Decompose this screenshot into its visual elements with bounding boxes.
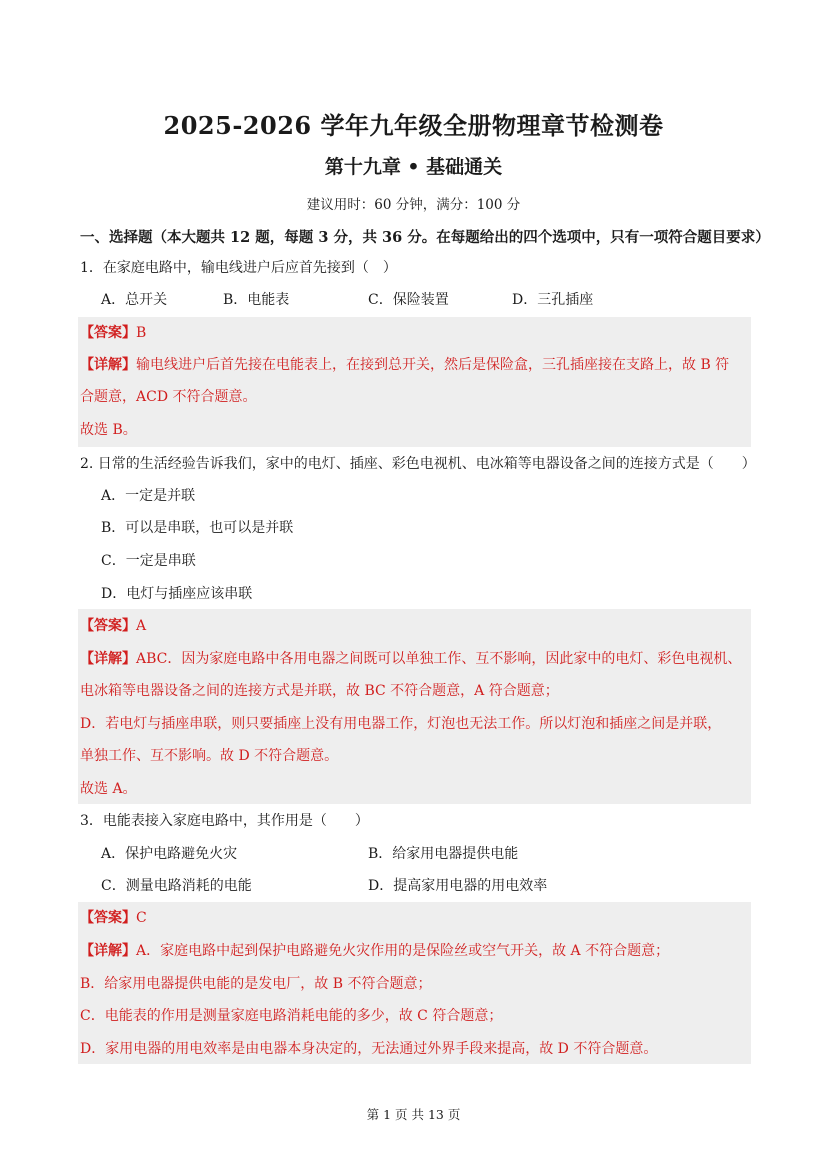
q3-answer-box [78,902,751,1064]
q2-detail-line-4: 单独工作、互不影响。故 D 不符合题意。 [80,748,339,764]
q1-option-c: C．保险装置 [368,292,449,308]
q1-option-d: D．三孔插座 [512,292,594,308]
q3-detail-line-2: B．给家用电器提供电能的是发电厂，故 B 不符合题意； [80,976,432,992]
q2-answer-box [78,609,751,804]
q1-option-b: B．电能表 [223,292,290,308]
detail-tag: 【详解】 [80,651,136,667]
q3-detail-line-3: C．电能表的作用是测量家庭电路消耗电能的多少，故 C 符合题意； [80,1008,503,1024]
answer-value: C [136,910,147,926]
q3-option-b: B．给家用电器提供电能 [368,846,519,862]
answer-tag: 【答案】 [80,618,136,634]
q2-conclusion: 故选 A。 [80,781,137,797]
time-score-info: 建议用时：60 分钟，满分：100 分 [306,197,521,213]
page-number: 第 1 页 共 13 页 [366,1107,461,1122]
question-2-stem: 2. 日常的生活经验告诉我们，家中的电灯、插座、彩色电视机、电冰箱等电器设备之间的连接方式是（ ） [80,456,756,472]
q1-conclusion: 故选 B。 [80,422,137,438]
q1-detail-line-1: 【详解】输电线进户后首先接在电能表上，在接到总开关，然后是保险盒，三孔插座接在支路上，故 B 符 [80,357,730,373]
detail-tag: 【详解】 [80,943,136,959]
q1-detail-line-2: 合题意，ACD 不符合题意。 [80,389,257,405]
answer-tag: 【答案】 [80,910,136,926]
section-heading: 一、选择题（本大题共 12 题，每题 3 分，共 36 分。在每题给出的四个选项中，只有一项符合题目要求） [80,229,770,246]
q2-option-d: D．电灯与插座应该串联 [101,586,253,602]
q3-detail-line-1: 【详解】A．家庭电路中起到保护电路避免火灾作用的是保险丝或空气开关，故 A 不符合题意； [80,943,670,959]
exam-title: 2025-2026 学年九年级全册物理章节检测卷 [163,111,664,140]
detail-tag: 【详解】 [80,357,136,373]
q3-option-d: D．提高家用电器的用电效率 [368,878,548,894]
q3-option-a: A．保护电路避免火灾 [101,846,238,862]
q2-detail-line-3: D．若电灯与插座串联，则只要插座上没有用电器工作，灯泡也无法工作。所以灯泡和插座之间是并联， [80,716,722,732]
question-3-stem: 3．电能表接入家庭电路中，其作用是（ ） [80,813,369,829]
q3-answer [80,908,147,928]
answer-value: B [136,325,147,341]
q1-answer [80,323,146,343]
question-1-stem: 1．在家庭电路中，输电线进户后应首先接到（ ） [80,260,397,276]
q2-answer [80,616,146,636]
q2-detail-line-2: 电冰箱等电器设备之间的连接方式是并联，故 BC 不符合题意，A 符合题意； [80,683,559,699]
q1-option-a: A．总开关 [101,292,168,308]
q2-option-b: B．可以是串联，也可以是并联 [101,520,294,536]
q1-answer-box [78,317,751,447]
q2-detail-line-1: 【详解】ABC．因为家庭电路中各用电器之间既可以单独工作、互不影响，因此家中的电灯、彩色电视机、 [80,651,742,667]
q2-option-a: A．一定是并联 [101,488,196,504]
q3-option-c: C．测量电路消耗的电能 [101,878,252,894]
q3-detail-line-4: D．家用电器的用电效率是由电器本身决定的，无法通过外界手段来提高，故 D 不符合题意。 [80,1041,658,1057]
chapter-subtitle: 第十九章 • 基础通关 [324,156,503,178]
q2-option-c: C．一定是串联 [101,553,196,569]
answer-tag: 【答案】 [80,325,136,341]
answer-value: A [136,618,147,634]
